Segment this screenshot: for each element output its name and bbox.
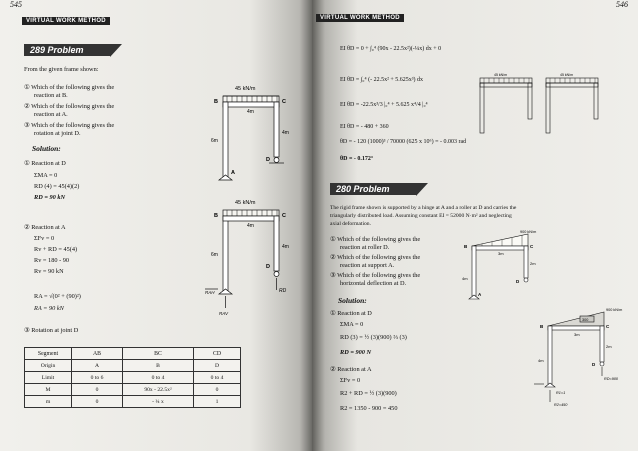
question-line: ② Which of the following gives the (330, 254, 421, 261)
step-line: Rv + RD = 45(4) (34, 246, 78, 253)
node-label: C (530, 244, 534, 249)
load-label: 900 kN/m (606, 308, 623, 312)
step-line: ΣMA = 0 (340, 321, 364, 328)
load-label: 900 kN/m (520, 230, 537, 234)
load-label: 45 kN/m (235, 200, 256, 206)
node-label: D (266, 264, 270, 270)
table-cell: 0 (72, 384, 123, 396)
solution-heading: Solution: (32, 144, 61, 153)
problem-text: axial deformation. (330, 221, 372, 227)
question-line: reaction at A. (34, 111, 68, 118)
table-cell: Limit (25, 372, 72, 384)
dimension-label: 4m (282, 244, 289, 250)
step-result: RD = 90 kN (34, 194, 66, 201)
segment-table (24, 347, 241, 408)
step-line: R2 = 1350 - 900 = 450 (340, 405, 398, 412)
step-line: ① Reaction at D (24, 160, 66, 167)
dimension-label: 4m (462, 276, 468, 281)
table-row (25, 348, 241, 360)
step-result: RD = 900 N (340, 349, 372, 356)
resultant-label: 300 (582, 318, 589, 322)
table-cell: 0 (194, 384, 241, 396)
problem-heading: 280 Problem (330, 183, 416, 195)
node-label: B (540, 324, 544, 329)
question-line: reaction at B. (34, 92, 68, 99)
step-line: ② Reaction at A (330, 366, 372, 373)
page-number: 546 (616, 0, 628, 9)
table-row (25, 396, 241, 408)
table-row (25, 372, 241, 384)
question-line: horizontal deflection at D. (340, 280, 407, 287)
equation-line: EI θD = ∫₀⁴ (- 22.5x² + 5.625x³) dx (340, 77, 424, 83)
table-cell: 0 (72, 396, 123, 408)
step-line: R2 + RD = ½ (3)(900) (340, 390, 397, 397)
step-line: ΣMA = 0 (34, 172, 58, 179)
table-cell: M (25, 384, 72, 396)
table-cell: 0 to 4 (123, 372, 194, 384)
reaction-label: R1=1 (556, 391, 566, 395)
table-cell: 0 to 4 (194, 372, 241, 384)
reaction-label: RD=900 (604, 377, 619, 381)
table-cell: Segment (25, 348, 72, 360)
dimension-label: 4m (282, 130, 289, 136)
table-cell: 1 (194, 396, 241, 408)
reaction-label: RAV (219, 311, 229, 316)
equation-line: EI θD = - 480 + 360 (340, 124, 389, 130)
reaction-label: RAH (205, 290, 215, 295)
span-label: 4m (247, 109, 254, 115)
node-label: D (516, 279, 520, 284)
table-cell: D (194, 360, 241, 372)
right-page (312, 0, 638, 451)
question-line: reaction at support A. (340, 262, 395, 269)
table-cell: BC (123, 348, 194, 360)
solution-heading: Solution: (338, 296, 367, 305)
load-label: 45 kN/m (494, 73, 508, 77)
node-label: A (478, 292, 482, 297)
table-cell: A (72, 360, 123, 372)
node-label: C (282, 99, 286, 105)
page-number: 545 (10, 0, 22, 9)
equation-line: EI θD = 0 + ∫₀⁴ (90x - 22.5x²)(-¼x) dx + 0 (340, 46, 442, 52)
step-line: ΣFv = 0 (34, 235, 55, 242)
node-label: B (464, 244, 468, 249)
span-label: 3m (574, 332, 580, 337)
question-line: reaction at roller D. (340, 244, 390, 251)
dimension-label: 2m (530, 261, 536, 266)
step-line: ② Reaction at A (24, 224, 66, 231)
frame-diagram-1 (205, 82, 300, 192)
equation-line: θD = - 0.172° (340, 156, 374, 162)
table-row (25, 360, 241, 372)
table-cell: m (25, 396, 72, 408)
node-label: B (214, 213, 218, 219)
question-line: ② Which of the following gives the (24, 103, 115, 110)
dimension-label: 6m (211, 252, 218, 258)
question-line: ① Which of the following gives the (24, 84, 115, 91)
problem-text: triangularly distributed load. Assuming constant EI = 52000 N·m² and neglecting (330, 213, 512, 219)
table-cell: AB (72, 348, 123, 360)
intro-text: From the given frame shown: (24, 66, 99, 73)
problem-text: The rigid frame shown is supported by a hinge at A and a roller at D and carries the (330, 205, 517, 211)
frame-diagram-4 (534, 302, 638, 412)
resultant-line: RA = √(0² + (90)²) (34, 293, 81, 300)
dimension-label: 6m (211, 138, 218, 144)
table-cell: Origin (25, 360, 72, 372)
node-label: B (214, 99, 218, 105)
step-line: RD (3) = ½ (3)(900) ⅔ (3) (340, 334, 407, 341)
node-label: C (282, 213, 286, 219)
step-line: ① Reaction at D (330, 310, 372, 317)
resultant-line: RA = 90 kN (34, 305, 64, 312)
question-line: ③ Which of the following gives the (330, 272, 421, 279)
span-label: 4m (247, 223, 254, 229)
equation-line: EI θD = -22.5x³/3 |₀⁴ + 5.625 x⁴/4 |₀⁴ (340, 102, 428, 108)
node-label: D (266, 157, 270, 163)
node-label: C (606, 324, 610, 329)
table-cell: 0 to 6 (72, 372, 123, 384)
question-line: ③ Which of the following gives the (24, 122, 115, 129)
reaction-label: R2=450 (554, 403, 568, 407)
running-header: VIRTUAL WORK METHOD (316, 14, 404, 22)
frame-diagram-2 (205, 196, 300, 318)
step-line: RD (4) = 45(4)(2) (34, 183, 80, 190)
node-label: A (231, 170, 235, 176)
span-label: 3m (498, 251, 504, 256)
question-line: rotation at joint D. (34, 130, 81, 137)
table-cell: 90x - 22.5x² (123, 384, 194, 396)
left-page (0, 0, 312, 451)
table-cell: - ¼ x (123, 396, 194, 408)
step-line: ③ Rotation at joint D (24, 327, 79, 334)
node-label: D (592, 362, 596, 367)
running-header: VIRTUAL WORK METHOD (22, 17, 110, 25)
reaction-label: RD (279, 288, 287, 294)
table-cell: CD (194, 348, 241, 360)
step-line: Rv = 90 kN (34, 268, 64, 275)
dimension-label: 4m (538, 358, 544, 363)
question-line: ① Which of the following gives the (330, 236, 421, 243)
table-row (25, 384, 241, 396)
dimension-label: 2m (606, 344, 612, 349)
equation-line: θD = - 120 (1000)³ / 70000 (625 x 10⁶) = - 0.003 rad (340, 139, 467, 145)
frame-thumbnails (474, 72, 614, 142)
frame-diagram-3 (458, 228, 548, 308)
step-line: Rv = 180 - 90 (34, 257, 70, 264)
table-cell: B (123, 360, 194, 372)
problem-heading: 289 Problem (24, 44, 110, 56)
step-line: ΣFv = 0 (340, 377, 361, 384)
load-label: 45 kN/m (235, 86, 256, 92)
load-label: 45 kN/m (560, 73, 574, 77)
